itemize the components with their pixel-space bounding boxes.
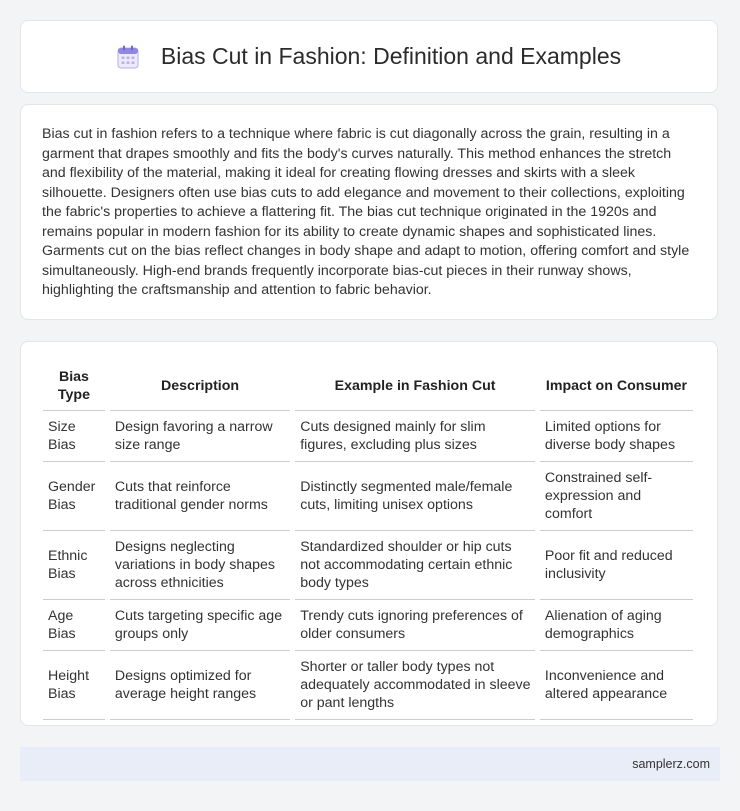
calendar-icon bbox=[117, 45, 139, 69]
table-row bbox=[43, 600, 693, 651]
column-header: Impact on Consumer bbox=[540, 360, 693, 411]
bias-table bbox=[38, 360, 698, 720]
table-cell: Poor fit and reduced inclusivity bbox=[540, 531, 693, 600]
table-row bbox=[43, 531, 693, 600]
table-cell: Designs neglecting variations in body shapes across ethnicities bbox=[110, 531, 290, 600]
table-header-row bbox=[43, 360, 693, 411]
table-cell: Cuts designed mainly for slim figures, excluding plus sizes bbox=[295, 411, 535, 462]
column-header: Example in Fashion Cut bbox=[295, 360, 535, 411]
table-row bbox=[43, 651, 693, 720]
intro-paragraph: Bias cut in fashion refers to a technique where fabric is cut diagonally across the grain, resulting in a garment that drapes smoothly and fits the body's curves naturally. This method enhances the stretch and flexibility of the material, making it ideal for creating flowing dresses and skirts with a sleek silhouette. Designers often use bias cuts to add elegance and movement to their collections, exploiting the fabric's properties to achieve a flattering fit. The bias cut technique originated in the 1920s and remains popular in modern fashion for its ability to create dynamic shapes and sophisticated lines. Garments cut on the bias reflect changes in body shape and adapt to motion, offering comfort and style simultaneously. High-end brands frequently incorporate bias-cut pieces in their runway shows, highlighting the craftsmanship and attention to fabric behavior. bbox=[42, 126, 690, 298]
footer bbox=[20, 747, 720, 781]
table-cell: Standardized shoulder or hip cuts not accommodating certain ethnic body types bbox=[295, 531, 535, 600]
column-header: Description bbox=[110, 360, 290, 411]
table-cell: Age Bias bbox=[43, 600, 105, 651]
footer-site-link[interactable]: samplerz.com bbox=[632, 757, 710, 771]
table-cell: Distinctly segmented male/female cuts, limiting unisex options bbox=[295, 462, 535, 531]
table-cell: Alienation of aging demographics bbox=[540, 600, 693, 651]
column-header: Bias Type bbox=[43, 360, 105, 411]
table-cell: Trendy cuts ignoring preferences of older consumers bbox=[295, 600, 535, 651]
table-cell: Inconvenience and altered appearance bbox=[540, 651, 693, 720]
intro-card bbox=[20, 104, 718, 320]
table-row bbox=[43, 462, 693, 531]
table-cell: Cuts targeting specific age groups only bbox=[110, 600, 290, 651]
table-cell: Size Bias bbox=[43, 411, 105, 462]
title-card bbox=[20, 20, 718, 93]
page-title: Bias Cut in Fashion: Definition and Examples bbox=[160, 43, 622, 69]
table-cell: Limited options for diverse body shapes bbox=[540, 411, 693, 462]
table-cell: Cuts that reinforce traditional gender norms bbox=[110, 462, 290, 531]
table-cell: Height Bias bbox=[43, 651, 105, 720]
table-cell: Ethnic Bias bbox=[43, 531, 105, 600]
table-card bbox=[20, 341, 718, 726]
table-row bbox=[43, 411, 693, 462]
table-cell: Design favoring a narrow size range bbox=[110, 411, 290, 462]
table-cell: Designs optimized for average height ranges bbox=[110, 651, 290, 720]
table-cell: Shorter or taller body types not adequately accommodated in sleeve or pant lengths bbox=[295, 651, 535, 720]
table-cell: Constrained self-expression and comfort bbox=[540, 462, 693, 531]
table-cell: Gender Bias bbox=[43, 462, 105, 531]
